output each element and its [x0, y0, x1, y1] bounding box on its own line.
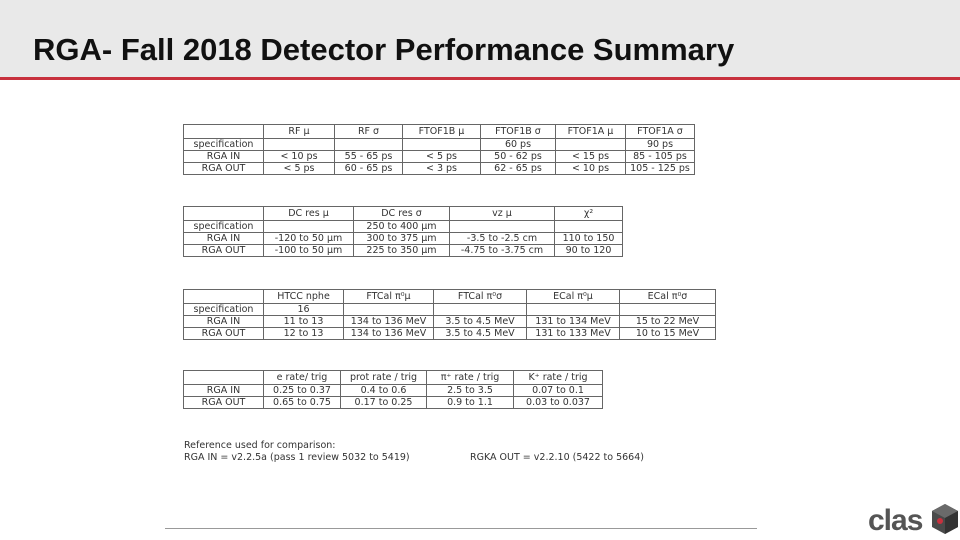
row-label: RGA IN	[184, 385, 264, 397]
table-cell: 134 to 136 MeV	[344, 316, 434, 328]
slide-title: RGA- Fall 2018 Detector Performance Summary	[33, 32, 735, 67]
header-cell: e rate/ trig	[264, 371, 341, 385]
table-cell: 16	[264, 304, 344, 316]
header-cell	[184, 290, 264, 304]
table-cell: 3.5 to 4.5 MeV	[434, 316, 527, 328]
table-cell: -100 to 50 μm	[264, 245, 354, 257]
row-label: RGA OUT	[184, 163, 264, 175]
table-cell: 15 to 22 MeV	[620, 316, 716, 328]
reference-rga-in: RGA IN = v2.2.5a (pass 1 review 5032 to 5419)	[184, 452, 410, 463]
table-cell: 10 to 15 MeV	[620, 328, 716, 340]
header-cell: DC res σ	[354, 207, 450, 221]
footer-divider	[165, 528, 757, 529]
row-label: specification	[184, 139, 264, 151]
table-row	[184, 151, 695, 163]
table-cell: < 10 ps	[556, 163, 626, 175]
header-cell: RF μ	[264, 125, 335, 139]
reference-heading: Reference used for comparison:	[184, 440, 336, 451]
header-cell: FTCal π⁰σ	[434, 290, 527, 304]
row-label: RGA OUT	[184, 328, 264, 340]
clas-cube-logo-icon	[930, 502, 960, 538]
table-cell: < 3 ps	[403, 163, 481, 175]
table-cell: 131 to 134 MeV	[527, 316, 620, 328]
table-cell: -3.5 to -2.5 cm	[450, 233, 555, 245]
table-row	[184, 163, 695, 175]
row-label: RGA IN	[184, 151, 264, 163]
logo-wordmark: clas	[868, 504, 923, 537]
table-row	[184, 316, 716, 328]
table-row	[184, 245, 623, 257]
header-cell: prot rate / trig	[341, 371, 427, 385]
header-cell: FTOF1A σ	[626, 125, 695, 139]
row-label: specification	[184, 304, 264, 316]
table-row	[184, 385, 603, 397]
table-cell: -120 to 50 μm	[264, 233, 354, 245]
table-cell	[555, 221, 623, 233]
table-cell: 50 - 62 ps	[481, 151, 556, 163]
header-cell: FTCal π⁰μ	[344, 290, 434, 304]
table-row	[184, 233, 623, 245]
table-cell: < 15 ps	[556, 151, 626, 163]
row-label: RGA OUT	[184, 397, 264, 409]
table-cell: 225 to 350 μm	[354, 245, 450, 257]
table-cell: 0.03 to 0.037	[514, 397, 603, 409]
table-cell: 60 ps	[481, 139, 556, 151]
table-cell: 3.5 to 4.5 MeV	[434, 328, 527, 340]
table-cell: 0.25 to 0.37	[264, 385, 341, 397]
table-header-row	[184, 290, 716, 304]
table-cell	[264, 139, 335, 151]
header-cell: DC res μ	[264, 207, 354, 221]
table-cell: < 5 ps	[403, 151, 481, 163]
table-cell: 0.65 to 0.75	[264, 397, 341, 409]
table-cell	[403, 139, 481, 151]
table-cell: < 5 ps	[264, 163, 335, 175]
table-cell: 85 - 105 ps	[626, 151, 695, 163]
table-cell	[434, 304, 527, 316]
table-row	[184, 221, 623, 233]
header-cell: FTOF1A μ	[556, 125, 626, 139]
table-cell	[264, 221, 354, 233]
calorimeter-table	[183, 289, 716, 340]
table-cell	[344, 304, 434, 316]
table-row	[184, 328, 716, 340]
header-cell: χ²	[555, 207, 623, 221]
header-cell: RF σ	[335, 125, 403, 139]
table-cell: 105 - 125 ps	[626, 163, 695, 175]
row-label: RGA OUT	[184, 245, 264, 257]
table-cell: 90 ps	[626, 139, 695, 151]
table-cell: 62 - 65 ps	[481, 163, 556, 175]
table-cell: 90 to 120	[555, 245, 623, 257]
header-cell: π⁺ rate / trig	[427, 371, 514, 385]
table-cell: 12 to 13	[264, 328, 344, 340]
header-cell	[184, 207, 264, 221]
rate-per-trigger-table	[183, 370, 603, 409]
table-header-row	[184, 125, 695, 139]
header-cell	[184, 371, 264, 385]
table-cell: < 10 ps	[264, 151, 335, 163]
header-cell	[184, 125, 264, 139]
table-cell	[335, 139, 403, 151]
header-cell: HTCC nphe	[264, 290, 344, 304]
row-label: RGA IN	[184, 233, 264, 245]
table-cell: 0.4 to 0.6	[341, 385, 427, 397]
table-cell: 131 to 133 MeV	[527, 328, 620, 340]
table-cell	[556, 139, 626, 151]
header-cell: ECal π⁰μ	[527, 290, 620, 304]
table-cell: 300 to 375 μm	[354, 233, 450, 245]
table-cell: 250 to 400 μm	[354, 221, 450, 233]
table-header-row	[184, 207, 623, 221]
header-cell: K⁺ rate / trig	[514, 371, 603, 385]
table-cell: 55 - 65 ps	[335, 151, 403, 163]
table-cell	[620, 304, 716, 316]
header-cell: FTOF1B μ	[403, 125, 481, 139]
table-cell: 0.17 to 0.25	[341, 397, 427, 409]
header-cell: FTOF1B σ	[481, 125, 556, 139]
table-cell: 2.5 to 3.5	[427, 385, 514, 397]
table-cell: 60 - 65 ps	[335, 163, 403, 175]
timing-performance-table	[183, 124, 695, 175]
row-label: RGA IN	[184, 316, 264, 328]
table-cell: 0.9 to 1.1	[427, 397, 514, 409]
table-cell	[527, 304, 620, 316]
table-header-row	[184, 371, 603, 385]
header-divider	[0, 77, 960, 80]
table-row	[184, 397, 603, 409]
clas-logo	[868, 500, 960, 540]
table-row	[184, 139, 695, 151]
reference-rgka-out: RGKA OUT = v2.2.10 (5422 to 5664)	[470, 452, 644, 463]
drift-chamber-table	[183, 206, 623, 257]
row-label: specification	[184, 221, 264, 233]
header-cell: ECal π⁰σ	[620, 290, 716, 304]
header-cell: vz μ	[450, 207, 555, 221]
table-cell: 110 to 150	[555, 233, 623, 245]
table-row	[184, 304, 716, 316]
table-cell: 11 to 13	[264, 316, 344, 328]
table-cell: 0.07 to 0.1	[514, 385, 603, 397]
table-cell: 134 to 136 MeV	[344, 328, 434, 340]
table-cell	[450, 221, 555, 233]
table-cell: -4.75 to -3.75 cm	[450, 245, 555, 257]
